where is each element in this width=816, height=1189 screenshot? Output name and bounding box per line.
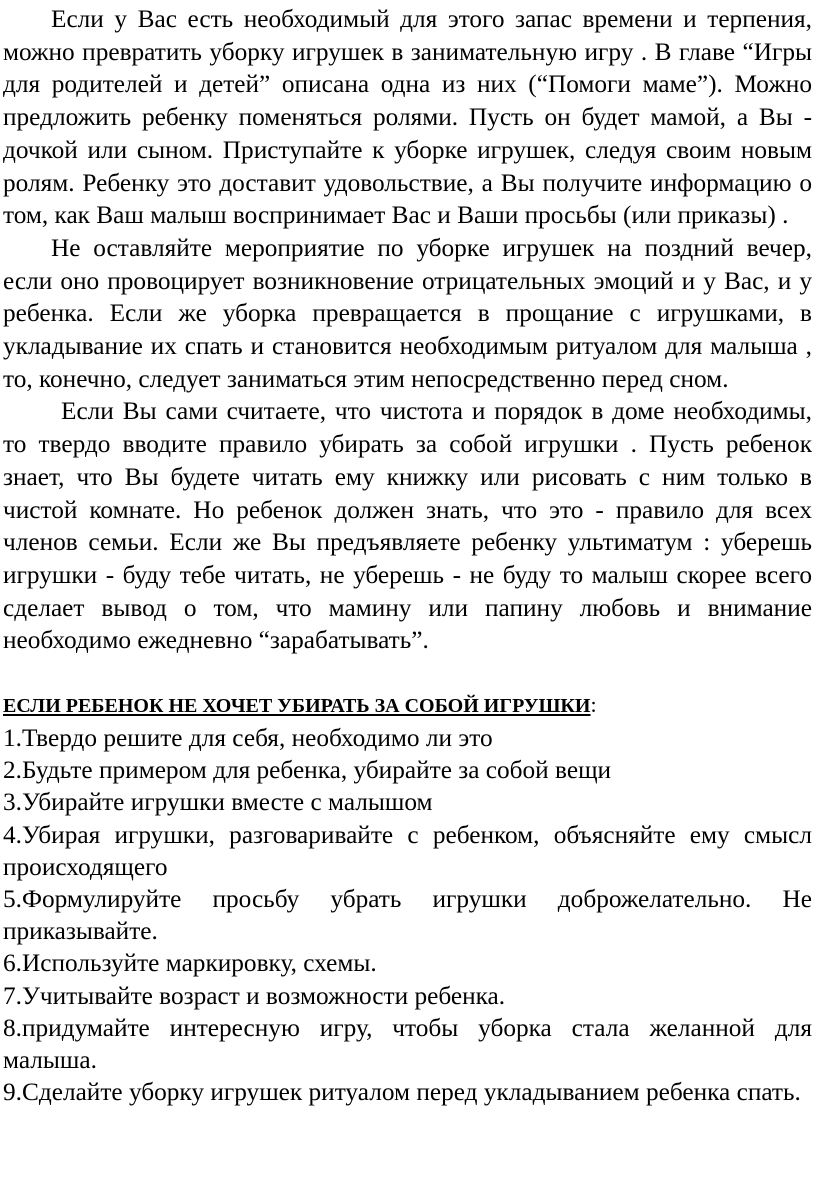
list-item: 4.Убирая игрушки, разговаривайте с ребенком, объясняйте ему смысл происходящего <box>3 820 812 881</box>
section-heading <box>3 689 812 722</box>
list-item: 3.Убирайте игрушки вместе с малышом <box>3 788 433 817</box>
document-page <box>0 3 816 1189</box>
paragraph-game-roles: Если у Вас есть необходимый для этого запас времени и терпения, можно превратить уборку игрушек в занимательную игру . В главе “Игры для родителей и детей” описана одна из них (“Помоги маме”). Можно предложить ребенку поменяться ролями. Пусть он будет мамой, а Вы - дочкой или сыном. Приступайте к уборке игрушек, следуя своим новым ролям. Ребенку это доставит удовольствие, а Вы получите информацию о том, как Ваш малыш воспринимает Вас и Ваши просьбы (или приказы) . <box>3 5 812 230</box>
list-item: 9.Сделайте уборку игрушек ритуалом перед укладыванием ребенка спать. <box>3 1078 801 1107</box>
section-heading-text: ЕСЛИ РЕБЕНОК НЕ ХОЧЕТ УБИРАТЬ ЗА СОБОЙ ИГРУШКИ <box>3 695 591 718</box>
section-spacer <box>3 657 812 689</box>
list-item: 1.Твердо решите для себя, необходимо ли это <box>3 724 493 753</box>
list-item: 5.Формулируйте просьбу убрать игрушки доброжелательно. Не приказывайте. <box>3 885 812 946</box>
paragraph-rules: Если Вы сами считаете, что чистота и порядок в доме необходимы, то твердо вводите правило убирать за собой игрушки . Пусть ребенок знает, что Вы будете читать ему книжку или рисовать с ним только в чистой комнате. Но ребенок должен знать, что это - правило для всех членов семьи. Если же Вы предъявляете ребенку ультиматум : уберешь игрушки - буду тебе читать, не уберешь - не буду то малыш скорее всего сделает вывод о том, что мамину или папину любовь и внимание необходимо ежедневно “зарабатывать”. <box>3 397 812 655</box>
advice-list <box>3 722 812 1108</box>
list-item: 7.Учитывайте возраст и возможности ребенка. <box>3 981 506 1010</box>
list-item: 8.придумайте интересную игру, чтобы уборка стала желанной для малыша. <box>3 1013 812 1075</box>
section-heading-colon: : <box>590 692 597 718</box>
list-item: 2.Будьте примером для ребенка, убирайте за собой вещи <box>3 756 612 785</box>
list-item: 6.Используйте маркировку, схемы. <box>3 949 377 978</box>
paragraph-bedtime: Не оставляйте мероприятие по уборке игрушек на поздний вечер, если оно провоцирует возникновение отрицательных эмоций и у Вас, и у ребенка. Если же уборка превращается в прощание с игрушками, в укладывание их спать и становится необходимым ритуалом для малыша , то, конечно, следует заниматься этим непосредственно перед сном. <box>3 233 812 393</box>
